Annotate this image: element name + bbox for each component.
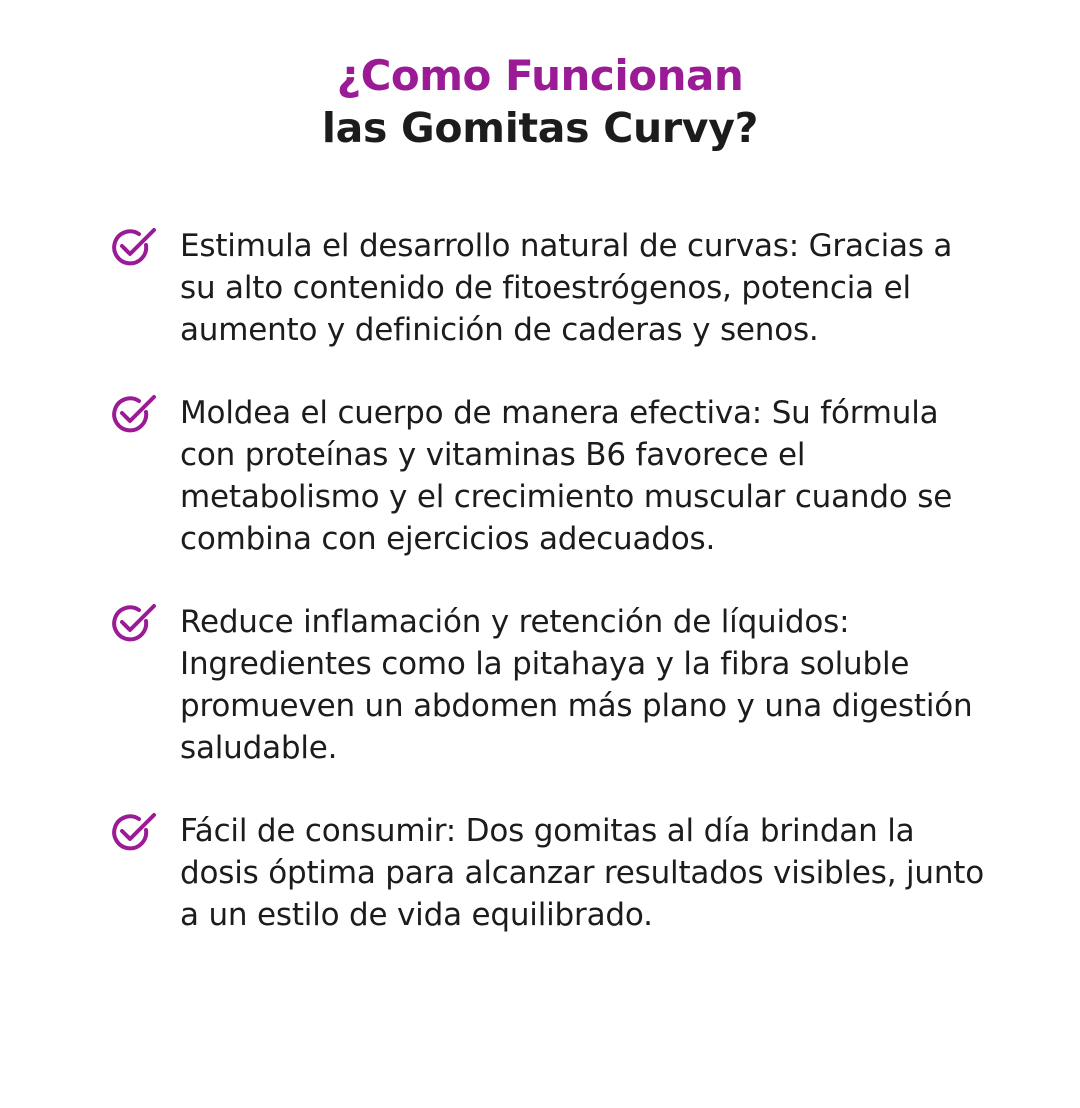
benefits-list bbox=[108, 225, 988, 977]
benefit-text: Moldea el cuerpo de manera efectiva: Su fórmula con proteínas y vitaminas B6 favorece el metabolismo y el crecimiento muscular cuando se combina con ejercicios adecuados. bbox=[180, 395, 953, 557]
title-highlight: ¿Como Funcionan bbox=[336, 51, 744, 100]
page-title bbox=[0, 50, 1080, 154]
check-circle-icon bbox=[108, 225, 160, 271]
benefit-item-4 bbox=[108, 810, 988, 936]
benefit-item-1 bbox=[108, 225, 988, 351]
check-circle-icon bbox=[108, 392, 160, 438]
check-circle-icon bbox=[108, 601, 160, 647]
benefit-text: Fácil de consumir: Dos gomitas al día brindan la dosis óptima para alcanzar resultados visibles, junto a un estilo de vida equilibrado. bbox=[180, 813, 985, 933]
benefit-text: Reduce inflamación y retención de líquidos: Ingredientes como la pitahaya y la fibra soluble promueven un abdomen más plano y una digestión saludable. bbox=[180, 604, 973, 766]
title-subline: las Gomitas Curvy? bbox=[321, 104, 759, 152]
benefit-text: Estimula el desarrollo natural de curvas: Gracias a su alto contenido de fitoestrógenos, potencia el aumento y definición de caderas y senos. bbox=[180, 228, 953, 348]
benefit-item-2 bbox=[108, 392, 988, 560]
benefit-item-3 bbox=[108, 601, 988, 769]
check-circle-icon bbox=[108, 810, 160, 856]
